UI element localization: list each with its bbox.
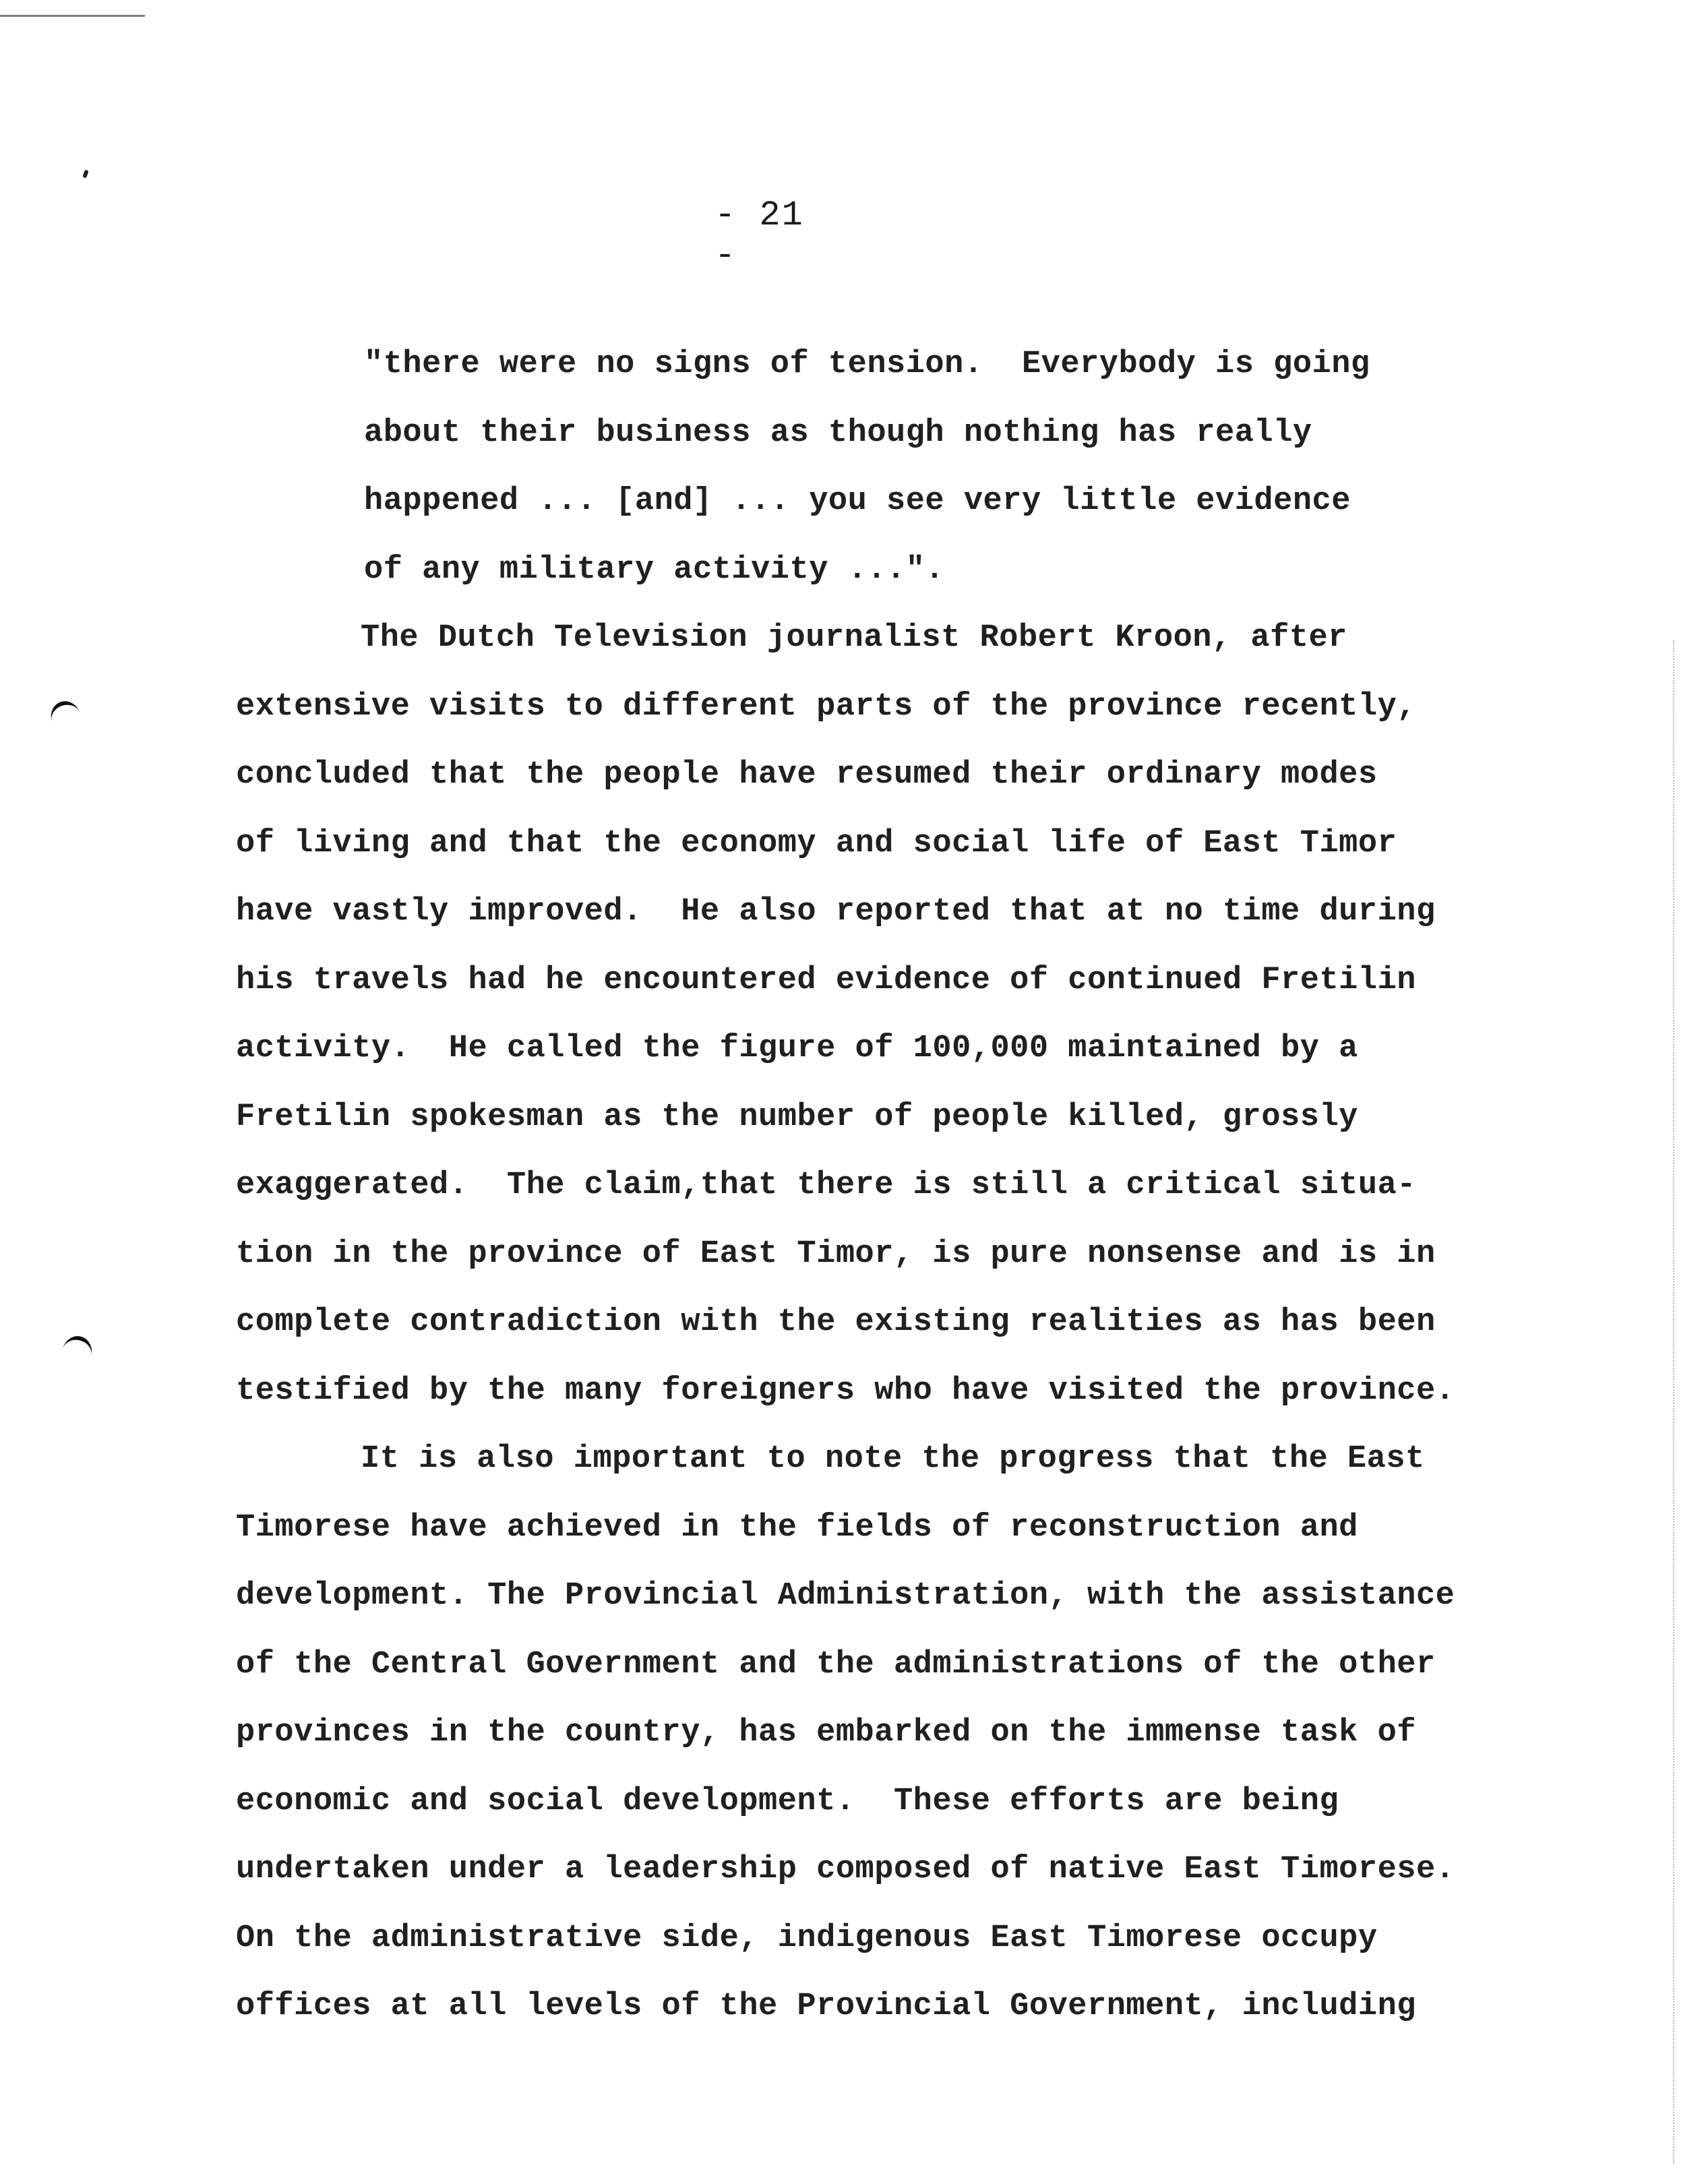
paragraph-1-line-2: extensive visits to different parts of the province recently, xyxy=(236,688,1416,725)
quote-line-4: of any military activity ...". xyxy=(364,551,945,588)
margin-mark-lower xyxy=(59,1333,96,1372)
paragraph-2-line-4: of the Central Government and the administrations of the other xyxy=(236,1646,1436,1682)
paragraph-1-line-1: The Dutch Television journalist Robert Kroon, after xyxy=(361,620,1347,656)
quote-line-1: "there were no signs of tension. Everybody is going xyxy=(364,346,1370,382)
quote-line-3: happened ... [and] ... you see very little evidence xyxy=(364,483,1351,519)
paragraph-1-line-5: have vastly improved. He also reported that at no time during xyxy=(236,894,1436,930)
paragraph-2-line-2: Timorese have achieved in the fields of reconstruction and xyxy=(236,1509,1358,1546)
paragraph-2-line-9: offices at all levels of the Provincial Government, including xyxy=(236,1989,1416,2024)
paragraph-1-line-7: activity. He called the figure of 100,000 maintained by a xyxy=(236,1031,1358,1066)
document-body xyxy=(236,330,1584,2041)
paragraph-2-line-3: development. The Provincial Administration, with the assistance xyxy=(236,1578,1455,1614)
paragraph-1-line-4: of living and that the economy and social life of East Timor xyxy=(236,825,1397,861)
paragraph-1-line-12: testified by the many foreigners who have visited the province. xyxy=(236,1372,1455,1409)
paragraph-2-line-8: On the administrative side, indigenous East Timorese occupy xyxy=(236,1920,1378,1956)
quote-line-2: about their business as though nothing has really xyxy=(364,415,1312,451)
scan-speck xyxy=(82,169,89,178)
paragraph-2-line-6: economic and social development. These efforts are being xyxy=(236,1783,1339,1819)
paragraph-2-line-5: provinces in the country, has embarked on the immense task of xyxy=(236,1715,1416,1751)
paragraph-1-line-9: exaggerated. The claim,that there is still a critical situa- xyxy=(236,1167,1416,1203)
scan-margin-rule xyxy=(1673,640,1674,2164)
paragraph-2-line-7: undertaken under a leadership composed of native East Timorese. xyxy=(236,1852,1455,1887)
scan-edge-rule xyxy=(0,15,145,17)
paragraph-1-line-11: complete contradiction with the existing realities as has been xyxy=(236,1304,1436,1340)
paragraph-2-line-1: It is also important to note the progress that the East xyxy=(361,1441,1425,1477)
page-number: - 21 - xyxy=(714,195,804,276)
paragraph-1-line-6: his travels had he encountered evidence of continued Fretilin xyxy=(236,962,1416,998)
paragraph-1-line-8: Fretilin spokesman as the number of people killed, grossly xyxy=(236,1099,1358,1135)
margin-mark-upper xyxy=(47,697,85,738)
paragraph-1-line-10: tion in the province of East Timor, is pure nonsense and is in xyxy=(236,1236,1436,1272)
paragraph-1-line-3: concluded that the people have resumed their ordinary modes xyxy=(236,757,1378,793)
